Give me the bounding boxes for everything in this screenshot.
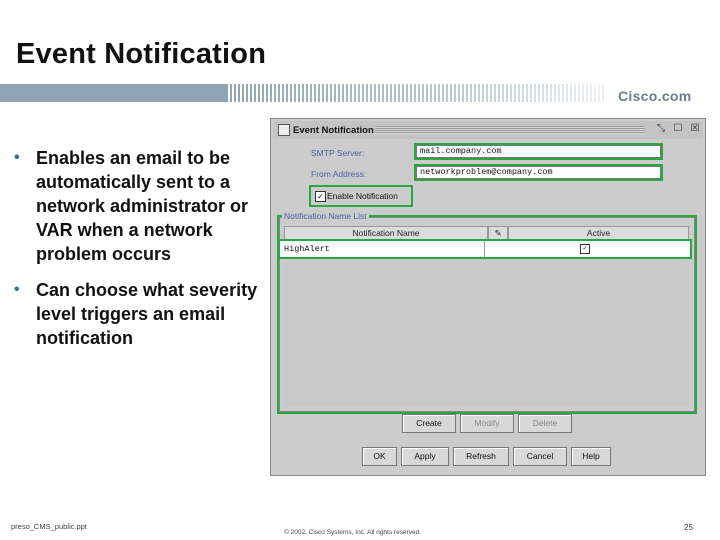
cisco-logo: Cisco.com: [618, 88, 692, 104]
band-stripes: [226, 84, 606, 102]
from-address-input[interactable]: networkproblem@company.com: [416, 166, 661, 179]
apply-button[interactable]: Apply: [401, 447, 449, 466]
cancel-button[interactable]: Cancel: [513, 447, 567, 466]
column-header-active[interactable]: Active: [508, 226, 689, 240]
bullet-text: Can choose what severity level triggers an email notification: [36, 280, 258, 348]
delete-button[interactable]: Delete: [518, 414, 572, 433]
enable-notification-label: Enable Notification: [327, 191, 398, 201]
group-title: Notification Name List: [284, 211, 367, 221]
table-row[interactable]: [280, 241, 690, 257]
checkbox-check-icon: ✓: [315, 191, 326, 202]
titlebar-grip: [375, 126, 645, 134]
footer-filename: preso_CMS_public.ppt: [11, 522, 87, 531]
bullet-icon: •: [14, 281, 20, 298]
minimize-icon[interactable]: ⤡: [657, 123, 665, 134]
slide-title: Event Notification: [16, 38, 267, 70]
window-menu-icon[interactable]: [278, 124, 290, 136]
row-name-cell[interactable]: HighAlert: [284, 241, 485, 257]
bullet-list: [14, 146, 264, 362]
close-icon[interactable]: ☒: [690, 123, 700, 134]
help-button[interactable]: Help: [571, 447, 611, 466]
page-number: 25: [684, 523, 693, 532]
smtp-server-input[interactable]: mail.company.com: [416, 145, 661, 158]
enable-notification-checkbox[interactable]: [311, 187, 411, 205]
active-check-icon: ✓: [580, 244, 590, 254]
maximize-icon[interactable]: ☐: [673, 123, 683, 134]
bullet-item: [14, 278, 264, 350]
notification-name-list-group: [279, 211, 695, 412]
bullet-item: [14, 146, 264, 266]
band-solid: [0, 84, 226, 102]
modify-button[interactable]: Modify: [460, 414, 514, 433]
edit-pencil-icon[interactable]: ✎: [488, 226, 508, 240]
create-button[interactable]: Create: [402, 414, 456, 433]
footer-copyright: © 2002, Cisco Systems, Inc. All rights reserved.: [284, 529, 422, 536]
row-active-checkbox[interactable]: [580, 241, 590, 257]
refresh-button[interactable]: Refresh: [453, 447, 509, 466]
dialog-title: Event Notification: [293, 125, 374, 136]
header-band: [0, 84, 720, 102]
event-notification-dialog: [270, 118, 706, 476]
smtp-server-label: SMTP Server:: [311, 148, 365, 158]
bullet-text: Enables an email to be automatically sent to a network administrator or VAR when a network problem occurs: [36, 148, 249, 264]
ok-button[interactable]: OK: [362, 447, 397, 466]
bullet-icon: •: [14, 149, 20, 166]
column-header-name[interactable]: Notification Name: [284, 226, 488, 240]
from-address-label: From Address:: [311, 169, 367, 179]
dialog-titlebar[interactable]: [273, 121, 703, 139]
notification-list[interactable]: [284, 226, 689, 406]
